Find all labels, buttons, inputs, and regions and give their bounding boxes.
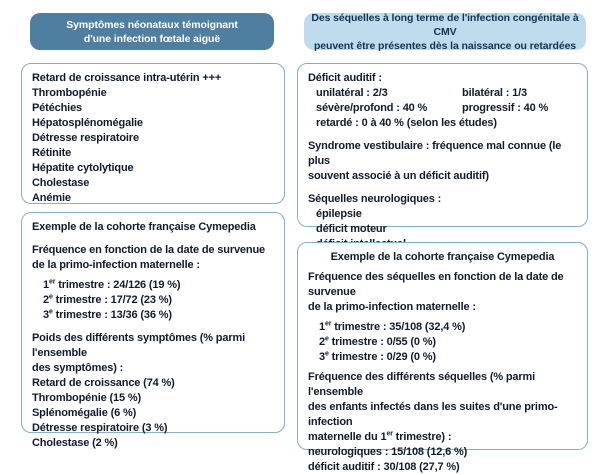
list-item: Retard de croissance intra-utérin +++ bbox=[32, 72, 222, 84]
hearing-row: unilatéral : 2/3 bilatéral : 1/3 bbox=[316, 87, 528, 99]
weights-heading: des symptômes) : bbox=[32, 362, 124, 374]
neonatal-symptoms-box bbox=[21, 63, 285, 204]
left-header-banner bbox=[30, 13, 274, 50]
sequelae-frequency-heading: maternelle du 1er trimestre) : bbox=[308, 430, 452, 443]
trimester-row: 3e trimestre : 13/36 (36 %) bbox=[43, 308, 172, 321]
sequelae-detail-box bbox=[297, 63, 588, 235]
frequency-heading: de la primo-infection maternelle : bbox=[32, 259, 200, 271]
list-item: Thrombopénie (15 %) bbox=[32, 392, 141, 404]
neuro-title: Séquelles neurologiques : bbox=[308, 193, 442, 205]
list-item: Détresse respiratoire bbox=[32, 132, 139, 144]
result-row: déficit auditif : 30/108 (27,7 %) bbox=[308, 461, 460, 473]
frequency-heading: de la primo-infection maternelle : bbox=[308, 301, 476, 313]
list-item: Détresse respiratoire (3 %) bbox=[32, 422, 168, 434]
cohort-title: Exemple de la cohorte française Cymepedia bbox=[32, 221, 256, 233]
list-item: Pétéchies bbox=[32, 102, 83, 114]
right-header-line2: peuvent être présentes dès la naissance ou retardées bbox=[313, 39, 577, 52]
right-header-banner bbox=[304, 13, 586, 50]
list-item: déficit moteur bbox=[316, 223, 387, 235]
hearing-deficit-title: Déficit auditif : bbox=[308, 72, 382, 84]
sequelae-frequency-heading: Fréquence des différents séquelles (% parmi l'ensemble bbox=[308, 371, 536, 398]
trimester-row: 1er trimestre : 24/126 (19 %) bbox=[43, 278, 181, 291]
trimester-row: 2e trimestre : 17/72 (23 %) bbox=[43, 293, 172, 306]
cohort-title: Exemple de la cohorte française Cymepedia bbox=[330, 251, 555, 263]
left-cohort-box bbox=[21, 212, 285, 449]
vestibular-paragraph: Syndrome vestibulaire : fréquence mal connue (le plus bbox=[308, 140, 562, 167]
list-item: Hépatosplénomégalie bbox=[32, 117, 143, 129]
list-item: Splénomégalie (6 %) bbox=[32, 407, 137, 419]
list-item: épilepsie bbox=[316, 208, 362, 220]
right-cohort-box bbox=[297, 242, 588, 473]
list-item: Cholestase bbox=[32, 177, 90, 189]
hearing-row: sévère/profond : 40 % progressif : 40 % bbox=[316, 102, 549, 114]
frequency-heading: Fréquence des séquelles en fonction de la date de survenue bbox=[308, 271, 564, 298]
list-item: Anémie bbox=[32, 192, 71, 204]
left-header-line2: d'une infection fœtale aiguë bbox=[83, 32, 221, 45]
list-item: Thrombopénie bbox=[32, 87, 107, 99]
list-item: Hépatite cytolytique bbox=[32, 162, 134, 174]
vestibular-paragraph: souvent associé à un déficit auditif) bbox=[308, 170, 489, 182]
hearing-row: retardé : 0 à 40 % (selon les études) bbox=[316, 117, 497, 129]
list-item: Cholestase (2 %) bbox=[32, 437, 118, 449]
sequelae-frequency-heading: des enfants infectés dans les suites d'une primo-infection bbox=[308, 401, 558, 428]
list-item: Rétinite bbox=[32, 147, 72, 159]
left-header-line1: Symptômes néonataux témoignant bbox=[66, 18, 238, 31]
trimester-row: 2e trimestre : 0/55 (0 %) bbox=[319, 335, 436, 348]
trimester-row: 3e trimestre : 0/29 (0 %) bbox=[319, 350, 436, 363]
trimester-row: 1er trimestre : 35/108 (32,4 %) bbox=[319, 320, 466, 333]
right-header-line1: Des séquelles à long terme de l'infection congénitale à CMV bbox=[311, 11, 579, 38]
frequency-heading: Fréquence en fonction de la date de survenue bbox=[32, 244, 266, 256]
list-item: Retard de croissance (74 %) bbox=[32, 377, 175, 389]
weights-heading: Poids des différents symptômes (% parmi l'ensemble bbox=[32, 332, 245, 359]
result-row: neurologiques : 15/108 (12,6 %) bbox=[308, 446, 468, 458]
